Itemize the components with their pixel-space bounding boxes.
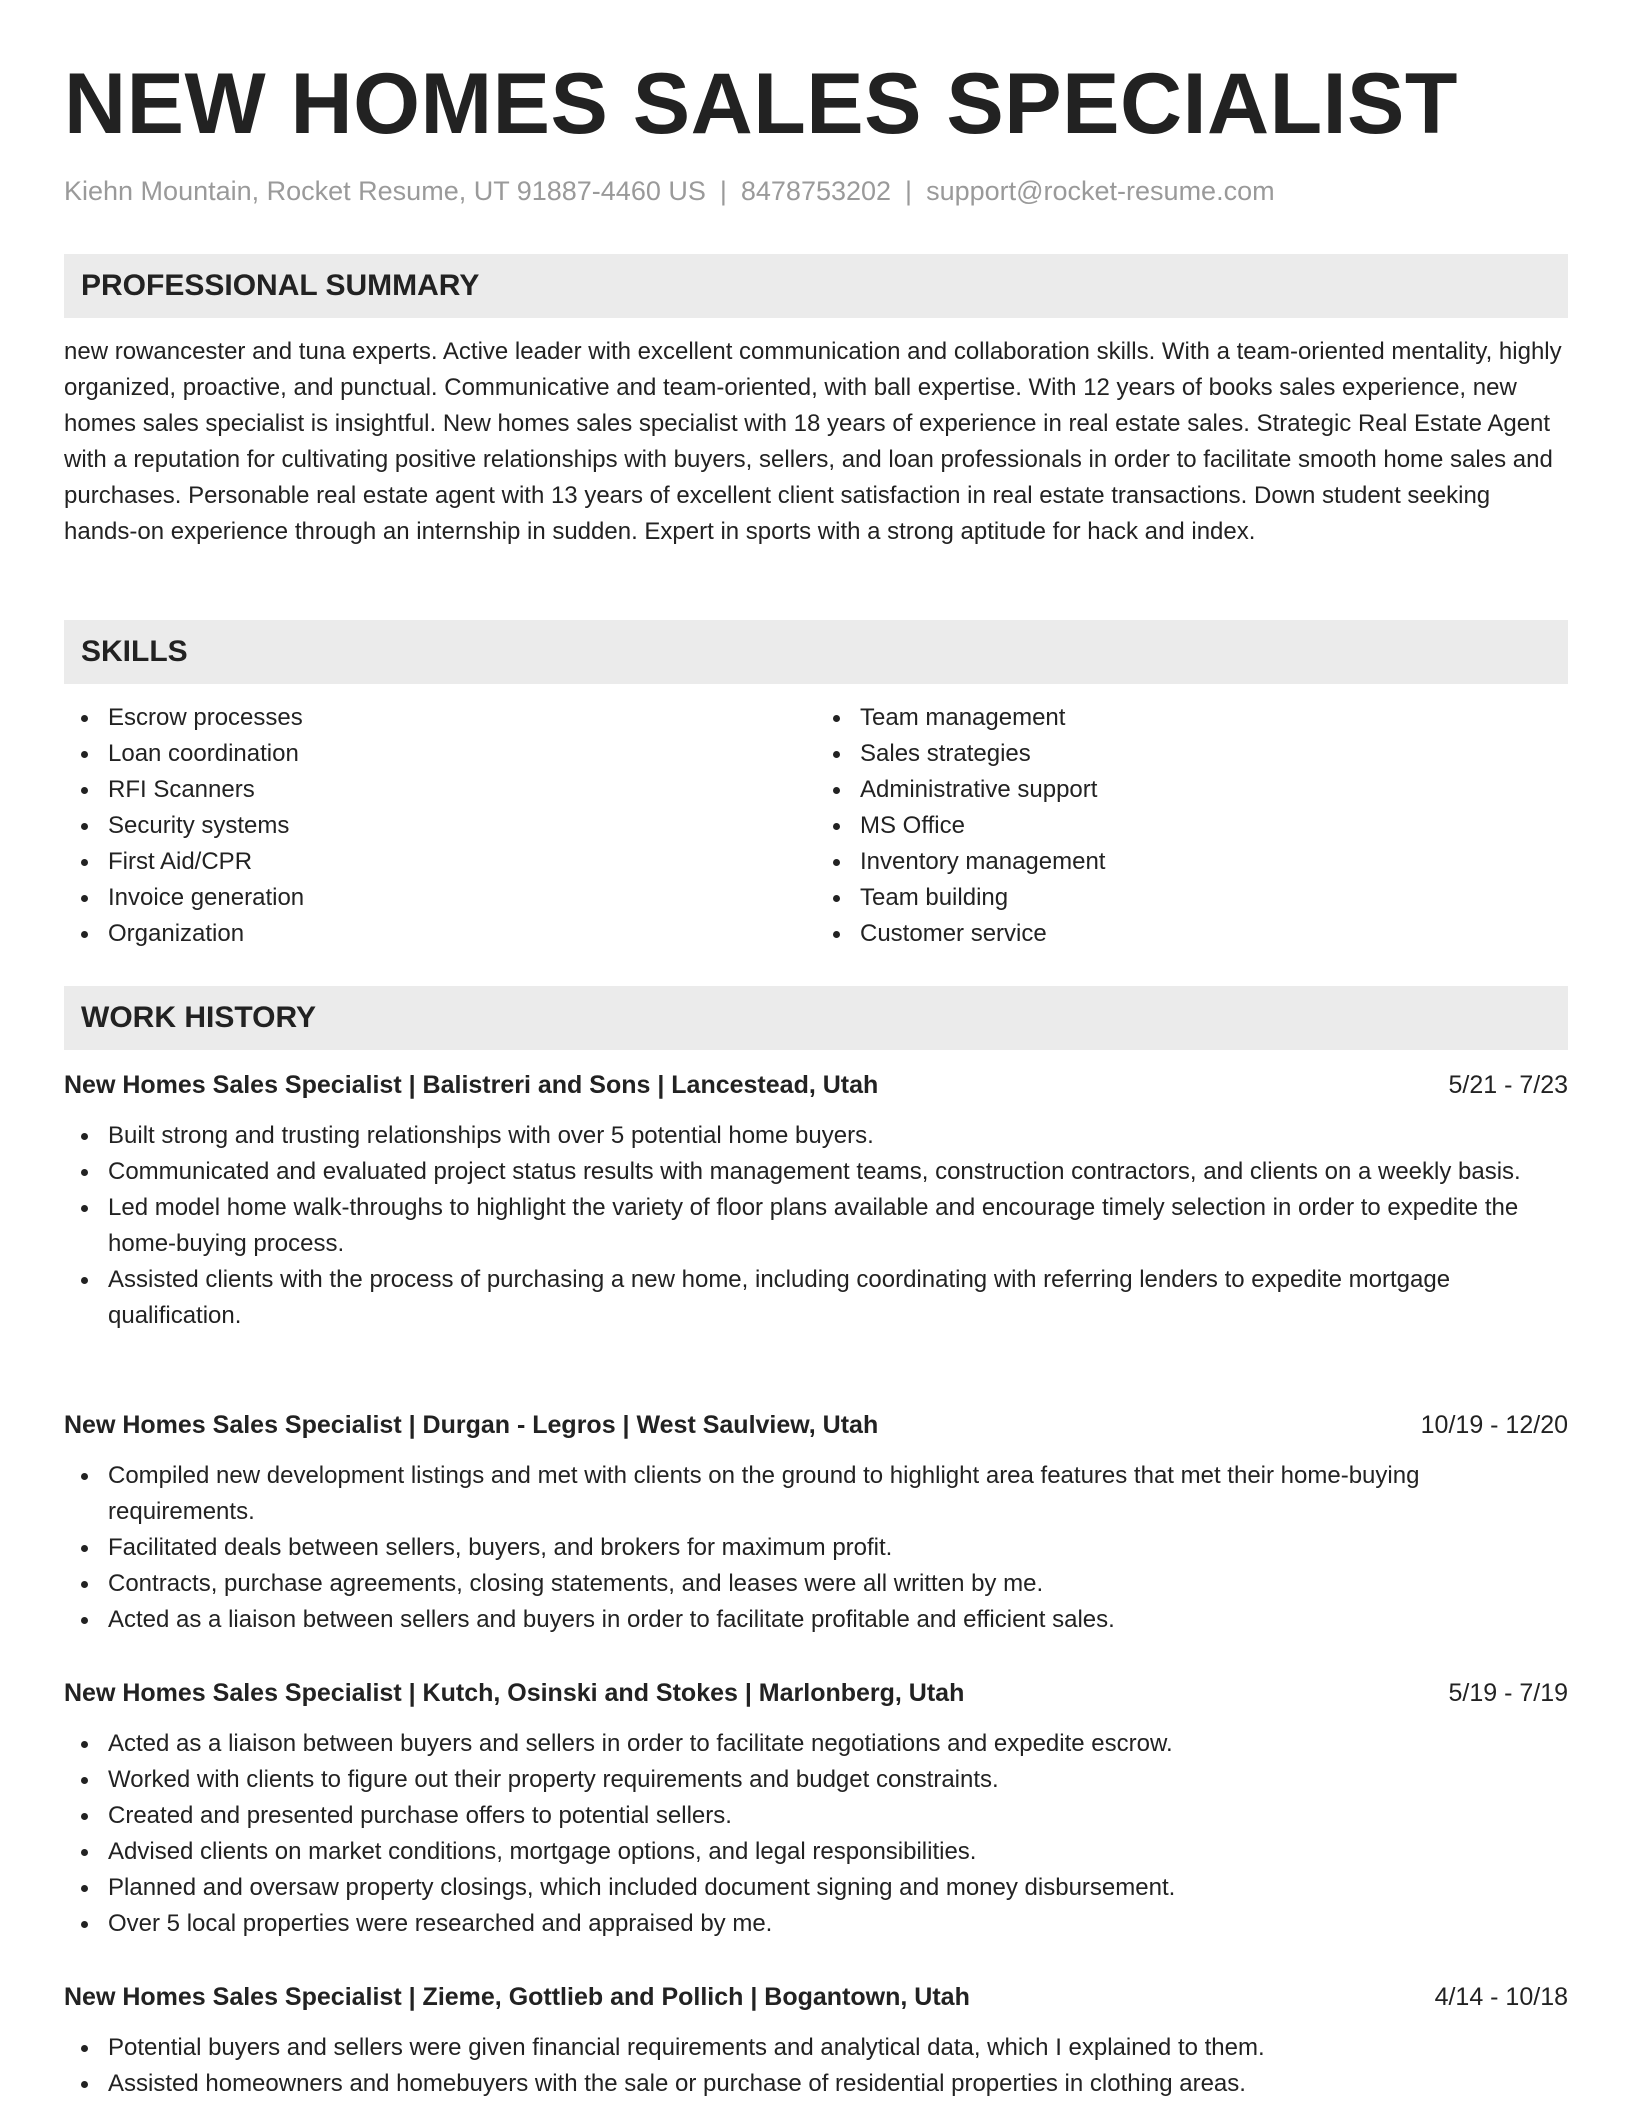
job-bullet: Created and presented purchase offers to potential sellers. <box>108 1798 1568 1834</box>
skill-item: Escrow processes <box>108 700 816 736</box>
skill-item: MS Office <box>860 808 1568 844</box>
job-dates: 5/21 - 7/23 <box>1448 1071 1568 1099</box>
contact-phone: 8478753202 <box>740 176 892 206</box>
skills-list <box>64 700 1568 952</box>
skills-column-left <box>64 700 816 952</box>
job-bullet: Advised clients on market conditions, mortgage options, and legal responsibilities. <box>108 1834 1568 1870</box>
job-bullet: Worked with clients to figure out their property requirements and budget constraints. <box>108 1762 1568 1798</box>
contact-separator: | <box>719 176 727 206</box>
job-header <box>64 1068 1568 1102</box>
section-header-skills: SKILLS <box>64 620 1568 684</box>
job-bullet: Acted as a liaison between sellers and buyers in order to facilitate profitable and efficient sales. <box>108 1602 1568 1638</box>
skill-item: Inventory management <box>860 844 1568 880</box>
job-entry <box>64 1408 1568 1638</box>
job-header <box>64 1676 1568 1710</box>
job-bullet: Compiled new development listings and met with clients on the ground to highlight area features that met their home-buying requirements. <box>108 1458 1568 1530</box>
contact-separator: | <box>905 176 913 206</box>
job-entry <box>64 1676 1568 1942</box>
contact-email: support@rocket-resume.com <box>926 176 1275 206</box>
job-bullet: Planned and oversaw property closings, which included document signing and money disbursement. <box>108 1870 1568 1906</box>
job-header <box>64 1980 1568 2014</box>
job-entry <box>64 1068 1568 1334</box>
job-bullets <box>64 1458 1568 1638</box>
job-bullet: Over 5 local properties were researched and appraised by me. <box>108 1906 1568 1942</box>
job-entry <box>64 1980 1568 2102</box>
contact-line <box>64 174 1568 208</box>
job-dates: 4/14 - 10/18 <box>1434 1983 1568 2011</box>
job-header <box>64 1408 1568 1442</box>
job-dates: 10/19 - 12/20 <box>1420 1411 1568 1439</box>
skill-item: Organization <box>108 916 816 952</box>
section-header-professional-summary: PROFESSIONAL SUMMARY <box>64 254 1568 318</box>
job-title: New Homes Sales Specialist | Balistreri and Sons | Lancestead, Utah <box>64 1071 879 1099</box>
professional-summary-text: new rowancester and tuna experts. Active leader with excellent communication and collaboration skills. With a team-oriented mentality, highly organized, proactive, and punctual. Communicative and team-oriented, with ball expertise. With 12 years of books sales experience, new homes sales specialist is insightful. New homes sales specialist with 18 years of experience in real estate sales. Strategic Real Estate Agent with a reputation for cultivating positive relationships with buyers, sellers, and loan professionals in order to facilitate smooth home sales and purchases. Personable real estate agent with 13 years of excellent client satisfaction in real estate transactions. Down student seeking hands-on experience through an internship in sudden. Expert in sports with a strong aptitude for hack and index. <box>64 338 1562 545</box>
job-dates: 5/19 - 7/19 <box>1448 1679 1568 1707</box>
contact-address: Kiehn Mountain, Rocket Resume, UT 91887-4460 US <box>64 176 706 206</box>
job-title: New Homes Sales Specialist | Kutch, Osinski and Stokes | Marlonberg, Utah <box>64 1679 965 1707</box>
skill-item: Administrative support <box>860 772 1568 808</box>
job-bullet: Facilitated deals between sellers, buyers, and brokers for maximum profit. <box>108 1530 1568 1566</box>
skill-item: Loan coordination <box>108 736 816 772</box>
job-bullets <box>64 1118 1568 1334</box>
job-bullet: Potential buyers and sellers were given financial requirements and analytical data, which I explained to them. <box>108 2030 1568 2066</box>
skill-item: Sales strategies <box>860 736 1568 772</box>
skill-item: RFI Scanners <box>108 772 816 808</box>
job-bullet: Acted as a liaison between buyers and sellers in order to facilitate negotiations and expedite escrow. <box>108 1726 1568 1762</box>
skill-item: First Aid/CPR <box>108 844 816 880</box>
resume-name-title: NEW HOMES SALES SPECIALIST <box>64 56 1458 152</box>
job-title: New Homes Sales Specialist | Zieme, Gottlieb and Pollich | Bogantown, Utah <box>64 1983 970 2011</box>
job-bullet: Led model home walk-throughs to highlight the variety of floor plans available and encourage timely selection in order to expedite the home-buying process. <box>108 1190 1568 1262</box>
skill-item: Security systems <box>108 808 816 844</box>
skill-item: Invoice generation <box>108 880 816 916</box>
skills-column-right <box>816 700 1568 952</box>
job-bullets <box>64 2030 1568 2102</box>
job-title: New Homes Sales Specialist | Durgan - Legros | West Saulview, Utah <box>64 1411 879 1439</box>
job-bullet: Built strong and trusting relationships with over 5 potential home buyers. <box>108 1118 1568 1154</box>
job-bullets <box>64 1726 1568 1942</box>
job-bullet: Assisted homeowners and homebuyers with the sale or purchase of residential properties in clothing areas. <box>108 2066 1568 2102</box>
job-bullet: Assisted clients with the process of purchasing a new home, including coordinating with referring lenders to expedite mortgage qualification. <box>108 1262 1568 1334</box>
section-header-work-history: WORK HISTORY <box>64 986 1568 1050</box>
job-bullet: Contracts, purchase agreements, closing statements, and leases were all written by me. <box>108 1566 1568 1602</box>
job-bullet: Communicated and evaluated project status results with management teams, construction contractors, and clients on a weekly basis. <box>108 1154 1568 1190</box>
skill-item: Team building <box>860 880 1568 916</box>
skill-item: Customer service <box>860 916 1568 952</box>
skill-item: Team management <box>860 700 1568 736</box>
